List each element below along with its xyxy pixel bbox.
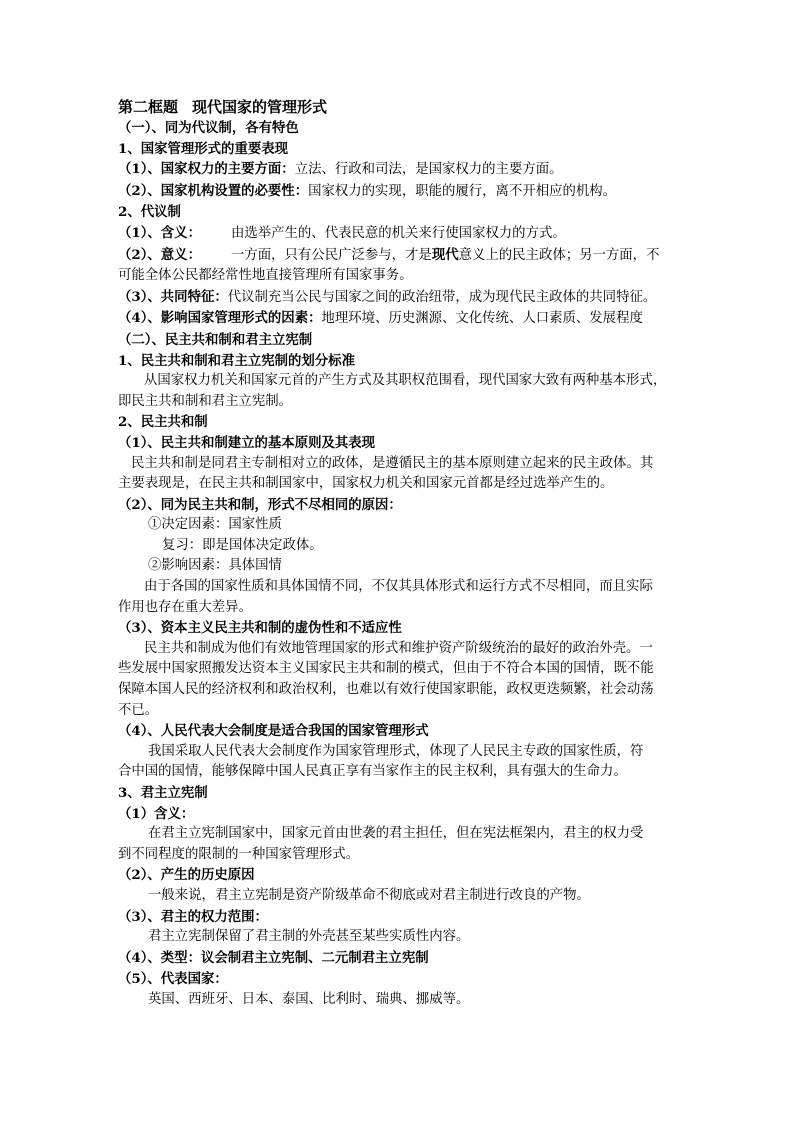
item-heading: （5）、代表国家： xyxy=(118,971,228,988)
item-label: （4）、影响国家管理形式的因素： xyxy=(118,310,322,327)
page-title xyxy=(118,96,680,118)
item-text: 国家权力的实现，职能的履行，离不开相应的机构。 xyxy=(308,183,617,199)
item-heading: （1）、民主共和制建立的基本原则及其表现 xyxy=(118,434,376,451)
paragraph: 由于各国的国家性质和具体国情不同，不仅其具体形式和运行方式不尽相同，而且实际 xyxy=(144,579,653,595)
paragraph-cont: 主要表现是，在民主共和制国家中，国家权力机关和国家元首都是经过选举产生的。 xyxy=(118,476,614,492)
factor-influence: ②影响因素：具体国情 xyxy=(148,558,282,574)
subheading-1-1: 1、国家管理形式的重要表现 xyxy=(118,140,289,157)
paragraph-cont: 合中国的国情，能够保障中国人民真正享有当家作主的民主权利，具有强大的生命力。 xyxy=(118,764,627,780)
item-types xyxy=(118,948,680,970)
item-organs xyxy=(118,181,680,203)
title-part-b: 现代国家的管理形式 xyxy=(192,98,328,116)
item-text: 一方面，只有公民广泛参与，才是 xyxy=(230,247,432,263)
subheading-2-1: 1、民主共和制和君主立宪制的划分标准 xyxy=(118,352,355,369)
item-emphasis: 现代 xyxy=(431,246,459,263)
item-label: （2）、意义： xyxy=(118,246,201,263)
item-heading: （2）、同为民主共和制，形式不尽相同的原因： xyxy=(118,496,402,513)
item-heading: （3）、资本主义民主共和制的虚伪性和不适应性 xyxy=(118,620,402,637)
item-text: 由选举产生的、代表民意的机关来行使国家权力的方式。 xyxy=(230,225,566,241)
item-factors xyxy=(118,308,680,330)
item-text: 代议制充当公民与国家之间的政治纽带，成为现代民主政体的共同特征。 xyxy=(227,289,657,305)
paragraph: 在君主立宪制国家中，国家元首由世袭的君主担任，但在宪法框架内，君主的权力受 xyxy=(148,826,644,842)
paragraph-cont: 到不同程度的限制的一种国家管理形式。 xyxy=(118,846,360,862)
item-heading: （4）、人民代表大会制度是适合我国的国家管理形式 xyxy=(118,723,429,740)
paragraph: 英国、西班牙、日本、泰国、比利时、瑞典、挪威等。 xyxy=(148,991,470,1007)
item-heading: （2）、产生的历史原因 xyxy=(118,867,255,884)
subheading-2-2: 2、民主共和制 xyxy=(118,414,208,431)
item-text: 立法、行政和司法，是国家权力的主要方面。 xyxy=(294,162,563,178)
item-definition xyxy=(118,223,680,245)
item-label: （1）、含义： xyxy=(118,224,201,241)
section-heading-1: （一）、同为代议制，各有特色 xyxy=(118,120,299,136)
paragraph: 民主共和制是同君主专制相对立的政体，是遵循民主的基本原则建立起来的民主政体。其 xyxy=(131,455,654,471)
item-text: 议会制君主立宪制、二元制君主立宪制 xyxy=(200,949,429,966)
item-heading: （1）含义： xyxy=(118,805,195,822)
paragraph: 君主立宪制保留了君主制的外壳甚至某些实质性内容。 xyxy=(148,929,470,945)
item-text: 地理环境、历史渊源、文化传统、人口素质、发展程度 xyxy=(321,311,643,327)
factor-decisive: ①决定因素：国家性质 xyxy=(148,517,282,533)
item-heading: （3）、君主的权力范围： xyxy=(118,908,268,925)
title-part-a: 第二框题 xyxy=(118,98,179,116)
paragraph-cont: 不已。 xyxy=(118,702,159,718)
subheading-1-2: 2、代议制 xyxy=(118,204,181,221)
paragraph-cont: 作用也存在重大差异。 xyxy=(118,599,252,615)
item-label: （1）、国家权力的主要方面： xyxy=(118,161,295,178)
item-text: 意义上的民主政体；另一方面，不 xyxy=(458,247,660,263)
review-note: 复习：即是国体决定政体。 xyxy=(162,537,323,553)
section-heading-2: （二）、民主共和制和君主立宪制 xyxy=(118,331,313,348)
paragraph: 民主共和制成为他们有效地管理国家的形式和维护资产阶级统治的最好的政治外壳。一 xyxy=(144,640,653,656)
item-label: （4）、类型： xyxy=(118,949,201,966)
item-label: （2）、国家机构设置的必要性： xyxy=(118,182,309,199)
item-significance-cont: 可能全体公民都经常性地直接管理所有国家事务。 xyxy=(118,268,413,284)
document-body xyxy=(118,96,680,1011)
paragraph-cont: 些发展中国家照搬发达资本主义国家民主共和制的模式，但由于不符合本国的国情，既不能 xyxy=(118,661,654,677)
paragraph: 一般来说，君主立宪制是资产阶级革命不彻底或对君主制进行改良的产物。 xyxy=(148,887,590,903)
paragraph: 我国采取人民代表大会制度作为国家管理形式，体现了人民民主专政的国家性质，符 xyxy=(148,743,644,759)
paragraph-cont: 保障本国人民的经济权利和政治权利，也难以有效行使国家职能，政权更迭频繁，社会动荡 xyxy=(118,682,654,698)
paragraph: 从国家权力机关和国家元首的产生方式及其职权范围看，现代国家大致有两种基本形式， xyxy=(144,373,667,389)
item-significance xyxy=(118,245,680,267)
paragraph-cont: 即民主共和制和君主立宪制。 xyxy=(118,393,293,409)
item-common-feature xyxy=(118,287,680,309)
subheading-2-3: 3、君主立宪制 xyxy=(118,785,208,801)
item-label: （3）、共同特征： xyxy=(118,288,228,305)
item-power xyxy=(118,159,680,181)
